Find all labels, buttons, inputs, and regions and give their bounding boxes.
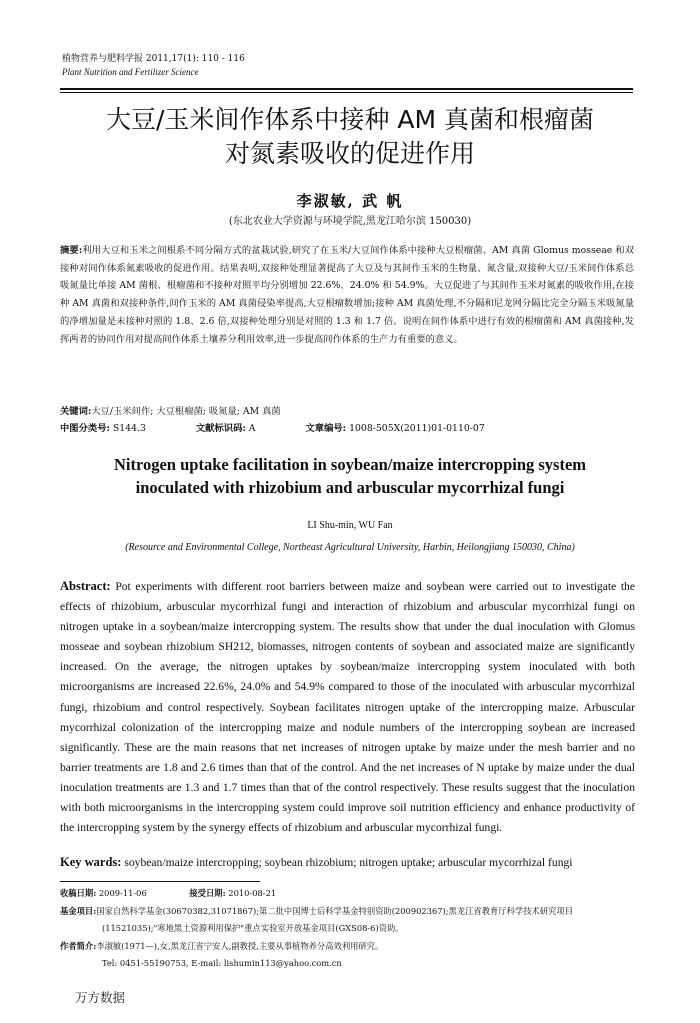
fund-label: 基金项目: xyxy=(60,905,97,916)
journal-name-en: Plant Nutrition and Fertilizer Science xyxy=(62,67,199,77)
title-cn-line2: 对氮素吸收的促进作用 xyxy=(224,139,475,168)
header-rule-thick xyxy=(60,88,633,90)
affiliation-english: (Resource and Environmental College, Northeast Agricultural University, Harbin, Heilongjiang 150030, China) xyxy=(125,542,575,553)
footnotes xyxy=(60,885,635,973)
affiliation-chinese: (东北农业大学资源与环境学院,黑龙江哈尔滨 150030) xyxy=(228,216,472,227)
journal-citation: 植物营养与肥料学报 2011,17(1): 110 - 116 xyxy=(62,54,245,64)
author-bio-label: 作者简介: xyxy=(60,940,97,951)
accepted-label: 接受日期: xyxy=(189,888,226,898)
clc-label: 中图分类号: xyxy=(60,423,110,434)
accepted-value: 2010-08-21 xyxy=(228,888,277,898)
journal-header xyxy=(62,53,245,79)
doc-code-label: 文献标识码: xyxy=(195,423,246,434)
abstract-chinese xyxy=(60,242,634,348)
author-bio-row xyxy=(60,938,635,956)
title-en-line1: Nitrogen uptake facilitation in soybean/maize intercropping system xyxy=(113,455,587,474)
title-chinese xyxy=(60,103,640,171)
classification-row xyxy=(60,420,634,437)
title-cn-line1: 大豆/玉米间作体系中接种 AM 真菌和根瘤菌 xyxy=(106,105,594,134)
dates-row xyxy=(60,885,635,903)
abstract-cn-text: 利用大豆和玉米之间根系不同分隔方式的盆栽试验,研究了在玉米/大豆间作体系中接种大豆根瘤菌、AM 真菌 Glomus mosseae 和双接种对间作体系氮素吸收的促进作用。结果表明,双接种处理显著提高了大豆及与其间作玉米的生物量、氮含量,双接种大豆/玉米间作体系总吸氮量比单接 AM 菌根、根瘤菌和不接种对照平均分别增加 22.6%、24.0% 和 54.9%。大豆促进了与其间作玉米对氮素的吸收作用,在接种 AM 真菌和双接种条件,间作玉米的 AM 真菌侵染率提高,大豆根瘤数增加;接种 AM 真菌处理,不分隔和尼龙网分隔比完全分隔玉米吸氮量的净增加量是未接种对照的 1.8、2.6 倍,双接种处理分别是对照的 1.3 和 1.7 倍。说明在间作体系中进行有效的根瘤菌和 AM 真菌接种,发挥两者的协同作用对提高间作体系土壤养分利用效率,进一步提高间作体系的生产力有重要的意义。 xyxy=(60,245,634,345)
keywords-en-text: soybean/maize intercropping; soybean rhizobium; nitrogen uptake; arbuscular mycorrhizal fungi xyxy=(124,856,573,869)
keywords-cn-label: 关键词: xyxy=(60,406,92,417)
footnote-rule xyxy=(60,881,260,882)
received-value: 2009-11-06 xyxy=(98,888,147,898)
abstract-en-text: Pot experiments with different root barriers between maize and soybean were carried out to investigate the effects of rhizobium, arbuscular mycorrhizal fungi and interaction of rhizobium and arbuscular mycorrhizal fungi on nitrogen uptake in a soybean/maize intercropping system. The results show that under the dual inoculation with Glomus mosseae and soybean rhizobium SH212, biomasses, nitrogen contents of soybean and associated maize are significantly increased. On the average, the nitrogen uptakes by soybean/maize intercropping system inoculated with both microorganisms are increased 22.6%, 24.0% and 54.9% compared to those of the inoculated with arbuscular mycorrhizal fungi, rhizobium and control respectively. Soybean facilitates nitrogen uptake of the intercropping maize. Arbuscular mycorrhizal colonization of the intercropping maize and nodule numbers of the intercropping soybean are increased significantly. These are the main reasons that net increases of nitrogen uptake by maize under the mesh barrier and no barrier treatments are 1.8 and 2.6 times than that of the control. And the net increases of N uptake by maize under the dual inoculation treatments are 1.3 and 1.7 times than that of the control respectively. These results suggest that the inoculation with both microorganisms in the intercropping system could improve soil nutrition efficiency and enhance productivity of the intercropping system by the synergy effects of rhizobium and arbuscular mycorrhizal fungi. xyxy=(60,580,636,835)
keywords-english xyxy=(60,855,635,870)
title-en-line2: inoculated with rhizobium and arbuscular mycorrhizal fungi xyxy=(135,478,565,497)
author-contact-row: Tel: 0451-55190753, E-mail: lishumin113@yahoo.com.cn xyxy=(102,958,342,968)
header-rule-thin xyxy=(60,92,633,93)
keywords-cn-text: 大豆/玉米间作; 大豆根瘤菌; 吸氮量; AM 真菌 xyxy=(91,406,281,417)
fund-row-2: (11521035);"寒地黑土资源利用保护"重点实验室开放基金项目(GXS08-6)资助。 xyxy=(102,923,404,933)
authors-english: LI Shu-min, WU Fan xyxy=(307,520,393,531)
keywords-en-label: Key wards: xyxy=(60,855,122,869)
abstract-cn-label: 摘要: xyxy=(60,245,83,256)
keywords-cn-row xyxy=(60,403,634,420)
clc-value: S144.3 xyxy=(112,423,146,434)
fund-line1: 国家自然科学基金(30670382,31071867);第二批中国博士后科学基金特别资助(200902367);黑龙江省教育厅科学技术研究项目 xyxy=(96,905,573,916)
watermark-text: 万方数据 xyxy=(75,990,126,1005)
abstract-en-label: Abstract: xyxy=(60,579,111,593)
article-no-label: 文章编号: xyxy=(305,423,347,434)
author-bio-line1: 李淑敏(1971—),女,黑龙江省宁安人,副教授,主要从事植物养分高效利用研究。 xyxy=(96,940,384,951)
abstract-english xyxy=(60,576,635,838)
received-label: 收稿日期: xyxy=(60,888,97,898)
metadata-chinese xyxy=(60,403,634,437)
authors-chinese: 李淑敏, 武 帆 xyxy=(296,192,404,210)
doc-code-value: A xyxy=(248,423,256,434)
article-no-value: 1008-505X(2011)01-0110-07 xyxy=(349,423,485,434)
title-english xyxy=(60,453,640,499)
fund-row xyxy=(60,903,635,921)
